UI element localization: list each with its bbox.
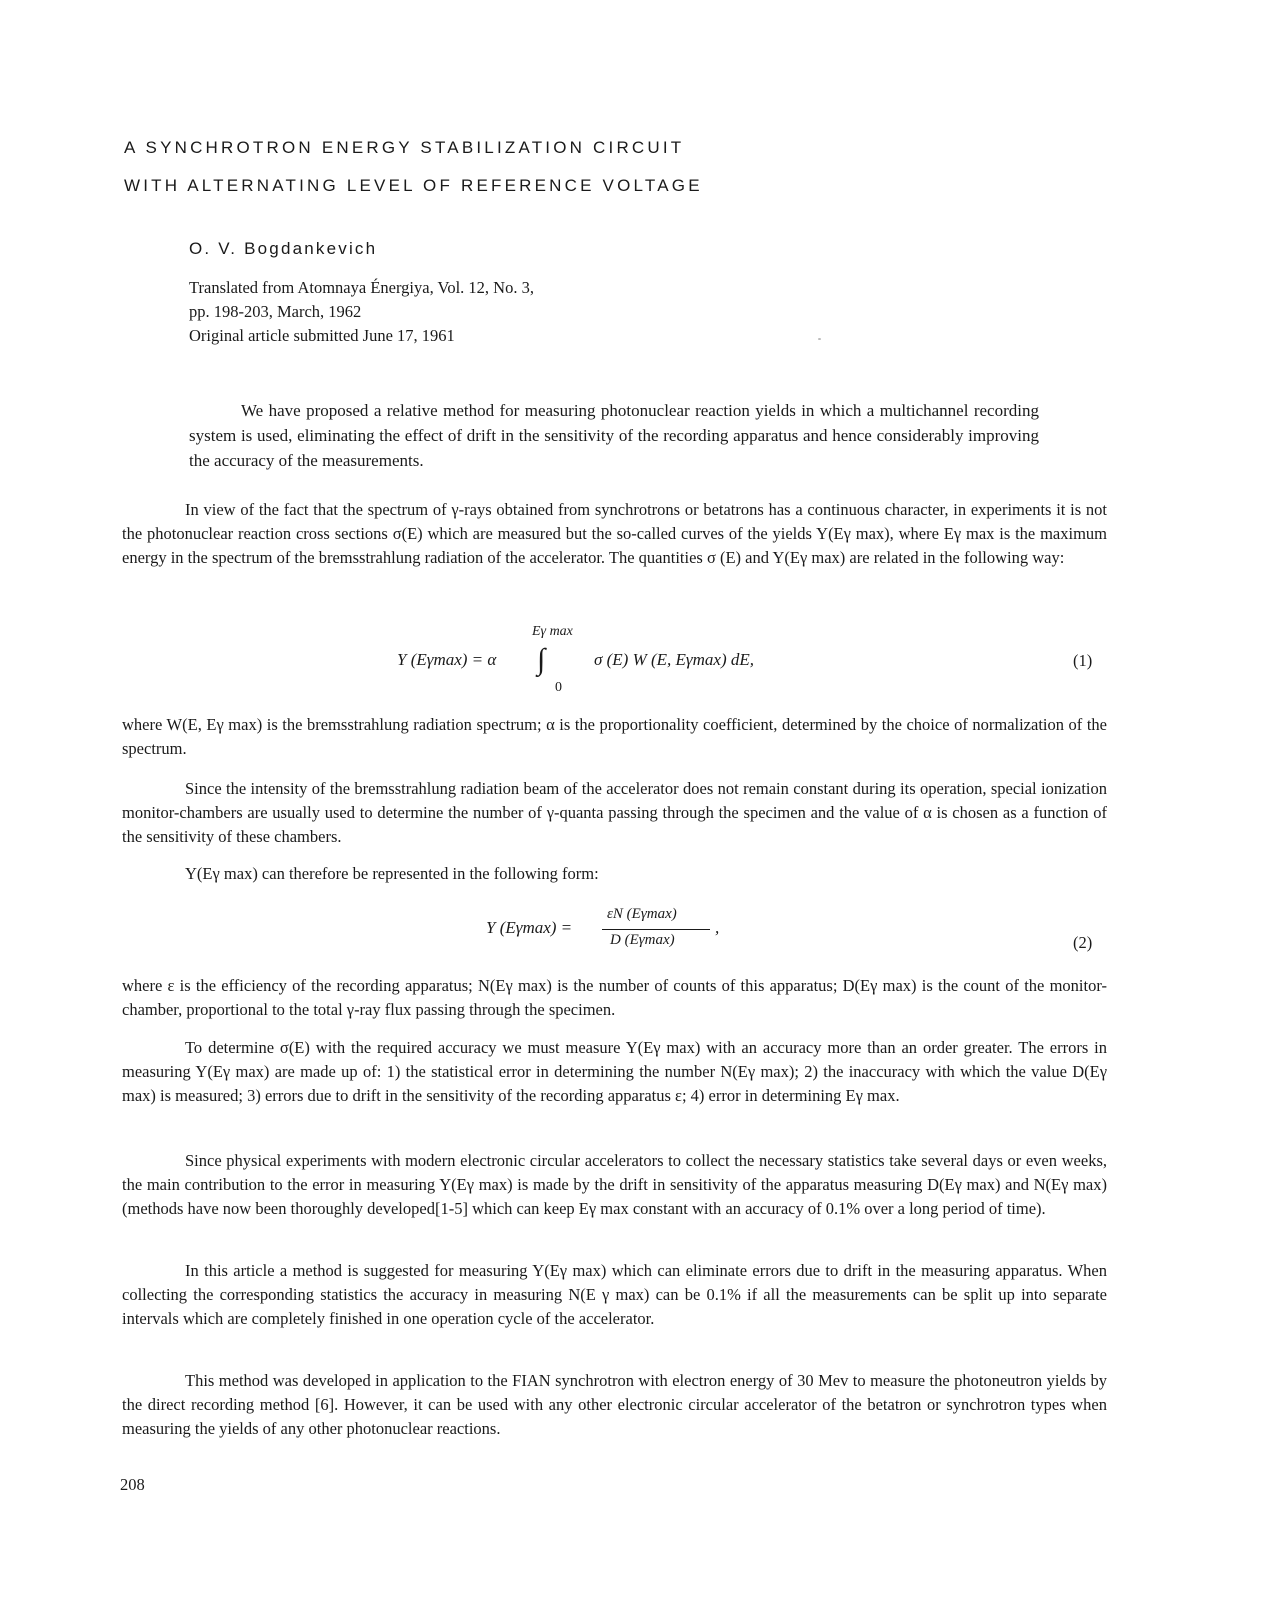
- equation-1-integrand: σ (E) W (E, Eγmax) dE,: [594, 650, 754, 669]
- paragraph-1: In view of the fact that the spectrum of γ-rays obtained from synchrotrons or betatrons has a continuous character, in experiments it is not the photonuclear reaction cross sections σ(E) which are measured but the so-called curves of the yields Y(Eγ max), where Eγ max is the maximum energy in the spectrum of the bremsstrahlung radiation of the accelerator. The quantities σ (E) and Y(Eγ max) are related in the following way:: [122, 500, 1107, 567]
- equation-2-denominator: D (Eγmax): [610, 932, 675, 948]
- paragraph-4: Y(Eγ max) can therefore be represented in the following form:: [185, 864, 599, 883]
- equation-2-number: (2): [1073, 933, 1093, 952]
- scan-speck: [818, 338, 821, 340]
- equation-1-lhs: Y (Eγmax) = α: [397, 650, 497, 669]
- paragraph-9: This method was developed in application to the FIAN synchrotron with electron energy of 30 Mev to measure the photoneutron yields by the direct recording method [6]. However, it can be used with any other electronic circular accelerator of the betatron or synchrotron types when measuring the yields of any other photonuclear reactions.: [122, 1371, 1107, 1438]
- equation-1-lower-limit: 0: [555, 680, 562, 695]
- publication-info-line-2: pp. 198-203, March, 1962: [189, 302, 362, 321]
- equation-1-upper-limit: Eγ max: [532, 624, 573, 639]
- page-number: 208: [120, 1475, 145, 1494]
- equation-2-numerator: εN (Eγmax): [607, 906, 677, 922]
- paragraph-6: To determine σ(E) with the required accuracy we must measure Y(Eγ max) with an accuracy more than an order greater. The errors in measuring Y(Eγ max) are made up of: 1) the statistical error in determining the number N(Eγ max); 2) the inaccuracy with which the value D(Eγ max) is measured; 3) errors due to drift in the sensitivity of the recording apparatus ε; 4) error in determining Eγ max.: [122, 1038, 1107, 1105]
- paragraph-5: where ε is the efficiency of the recording apparatus; N(Eγ max) is the number of counts of this apparatus; D(Eγ max) is the count of the monitor-chamber, proportional to the total γ-ray flux passing through the specimen.: [122, 976, 1107, 1019]
- author-name: O. V. Bogdankevich: [189, 239, 378, 258]
- publication-info: [189, 276, 534, 348]
- equation-2-lhs: Y (Eγmax) =: [486, 918, 573, 937]
- article-title-line-2: WITH ALTERNATING LEVEL OF REFERENCE VOLTAGE: [124, 176, 703, 195]
- publication-info-line-3: Original article submitted June 17, 1961: [189, 326, 455, 345]
- paragraph-2: where W(E, Eγ max) is the bremsstrahlung radiation spectrum; α is the proportionality coefficient, determined by the choice of normalization of the spectrum.: [122, 715, 1107, 758]
- fraction-bar: [602, 929, 710, 930]
- equation-1-number: (1): [1073, 651, 1093, 670]
- paragraph-8: In this article a method is suggested for measuring Y(Eγ max) which can eliminate errors due to drift in the measuring apparatus. When collecting the corresponding statistics the accuracy in measuring N(E γ max) can be 0.1% if all the measurements can be split up into separate intervals which are completely finished in one operation cycle of the accelerator.: [122, 1261, 1107, 1328]
- publication-info-line-1: Translated from Atomnaya Énergiya, Vol. 12, No. 3,: [189, 278, 534, 297]
- article-title-line-1: A SYNCHROTRON ENERGY STABILIZATION CIRCUIT: [124, 138, 685, 157]
- integral-symbol: ∫: [537, 643, 546, 676]
- paragraph-3: Since the intensity of the bremsstrahlung radiation beam of the accelerator does not remain constant during its operation, special ionization monitor-chambers are usually used to determine the number of γ-quanta passing through the specimen and the value of α is chosen as a function of the sensitivity of these chambers.: [122, 779, 1107, 846]
- equation-2-trail: ,: [715, 918, 720, 937]
- abstract: We have proposed a relative method for measuring photonuclear reaction yields in which a multichannel recording system is used, eliminating the effect of drift in the sensitivity of the recording apparatus and hence considerably improving the accuracy of the measurements.: [189, 401, 1039, 470]
- paragraph-7: Since physical experiments with modern electronic circular accelerators to collect the necessary statistics take several days or even weeks, the main contribution to the error in measuring Y(Eγ max) is made by the drift in sensitivity of the apparatus measuring D(Eγ max) and N(Eγ max) (methods have now been thoroughly developed[1-5] which can keep Eγ max constant with an accuracy of 0.1% over a long period of time).: [122, 1151, 1107, 1218]
